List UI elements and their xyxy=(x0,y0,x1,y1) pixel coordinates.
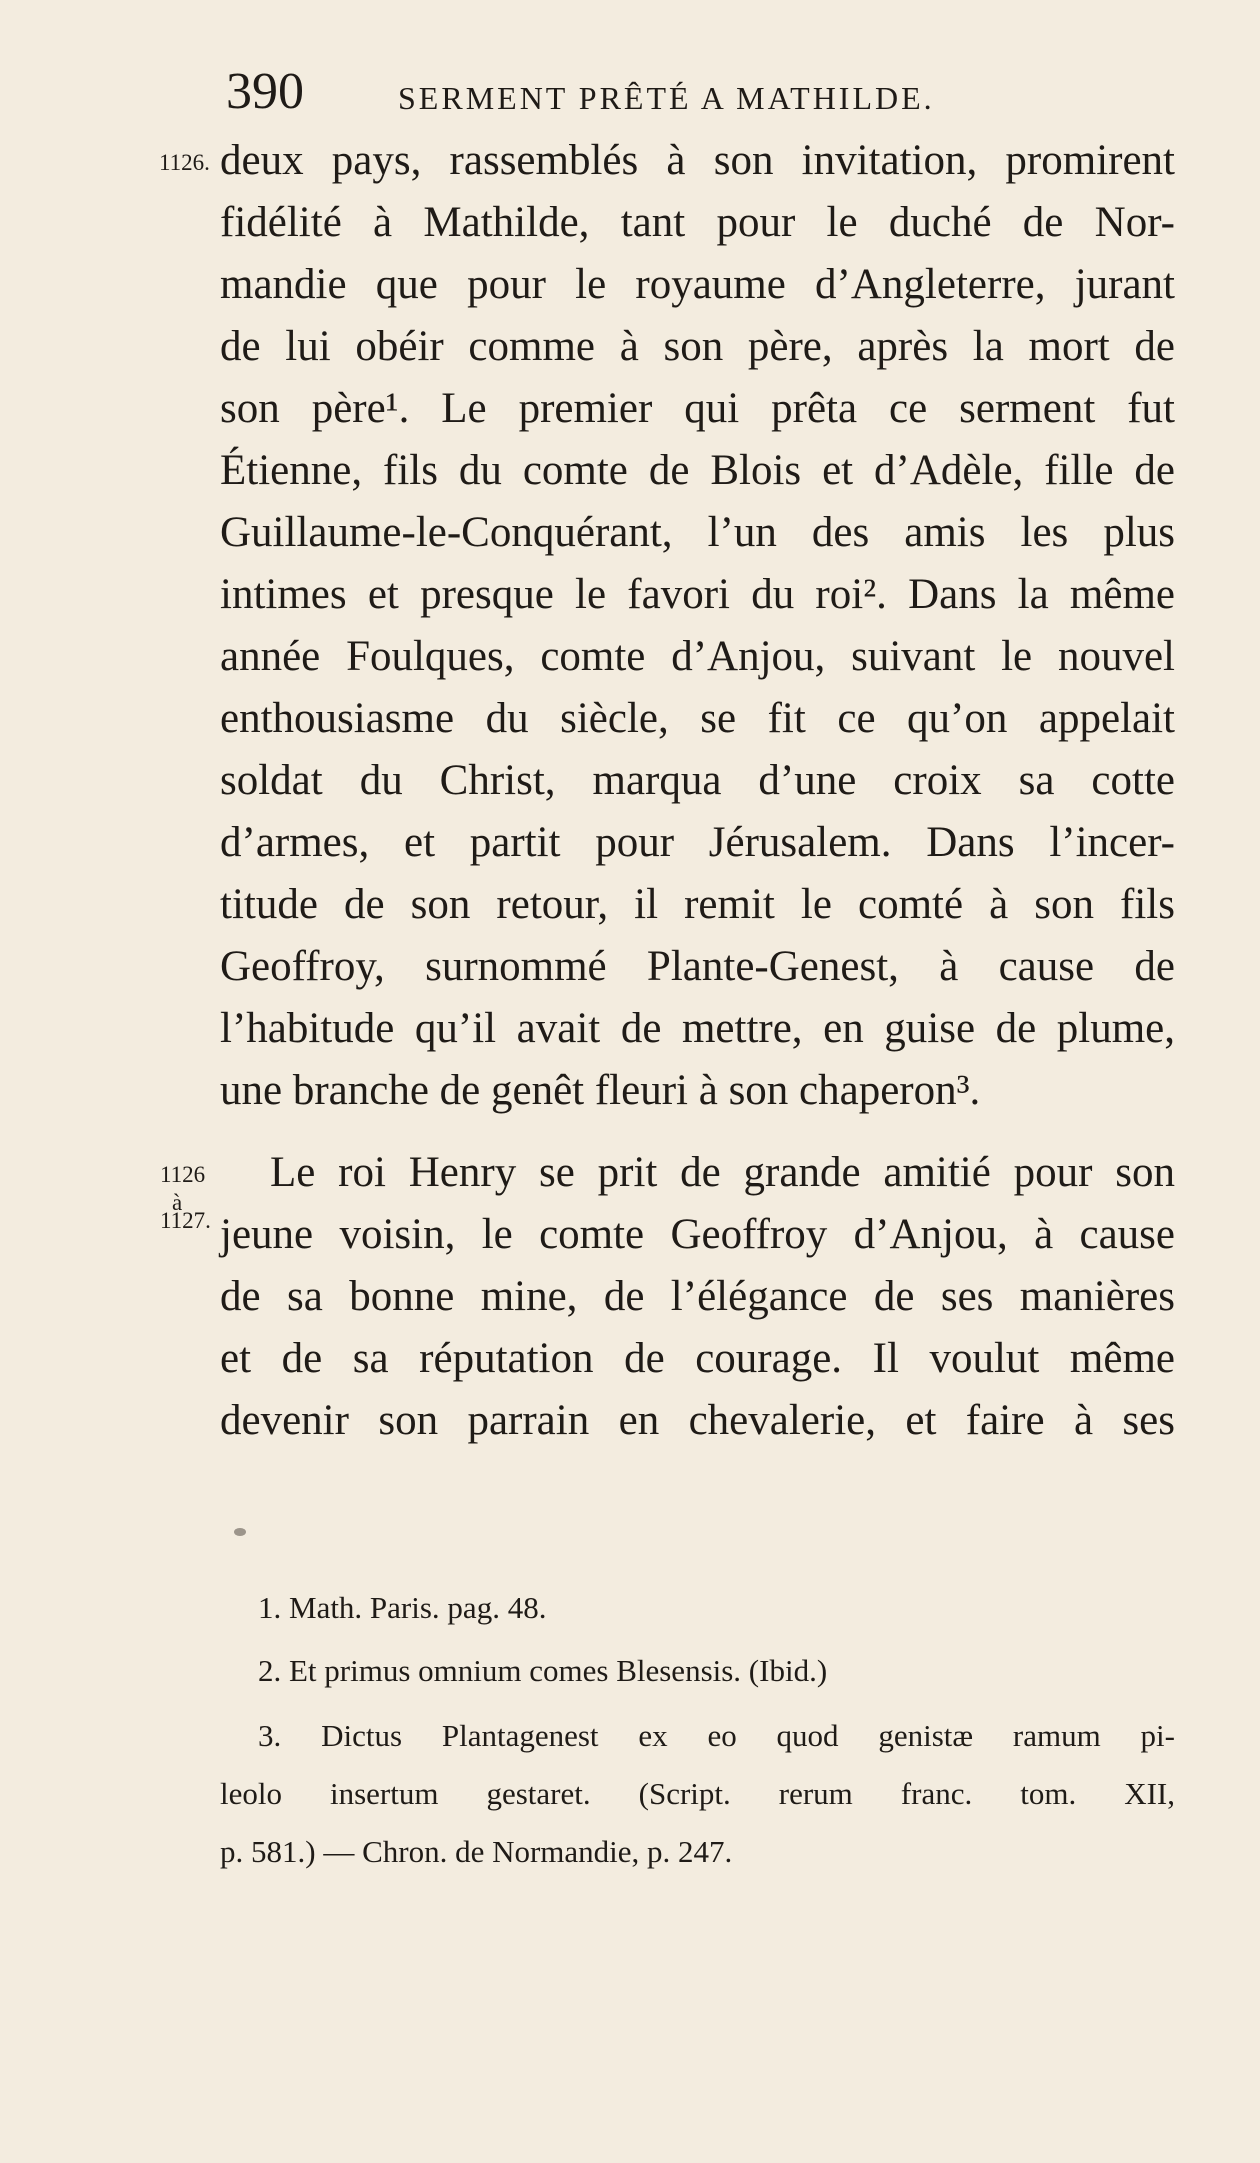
body-line: son père¹. Le premier qui prêta ce serment fut xyxy=(220,385,1175,432)
page-number: 390 xyxy=(226,63,304,120)
body-line: deux pays, rassemblés à son invitation, promirent xyxy=(220,137,1175,184)
body-line: fidélité à Mathilde, tant pour le duché de Nor- xyxy=(220,199,1175,246)
body-line: devenir son parrain en chevalerie, et faire à ses xyxy=(220,1397,1175,1444)
body-line: enthousiasme du siècle, se fit ce qu’on appelait xyxy=(220,695,1175,742)
body-line: de lui obéir comme à son père, après la mort de xyxy=(220,323,1175,370)
margin-date-range-end: 1127. xyxy=(160,1208,211,1233)
body-line: l’habitude qu’il avait de mettre, en guise de plume, xyxy=(220,1005,1175,1052)
body-line: intimes et presque le favori du roi². Dans la même xyxy=(220,571,1175,618)
body-line: d’armes, et partit pour Jérusalem. Dans l’incer- xyxy=(220,819,1175,866)
margin-date-range-start: 1126 xyxy=(160,1162,206,1187)
body-line: jeune voisin, le comte Geoffroy d’Anjou, à cause xyxy=(220,1211,1175,1258)
body-line: Le roi Henry se prit de grande amitié pour son xyxy=(270,1149,1175,1196)
body-line: soldat du Christ, marqua d’une croix sa cotte xyxy=(220,757,1175,804)
body-line: année Foulques, comte d’Anjou, suivant le nouvel xyxy=(220,633,1175,680)
margin-date-range-sep: à xyxy=(172,1190,183,1215)
body-line: mandie que pour le royaume d’Angleterre, jurant xyxy=(220,261,1175,308)
footnote-3: 3. Dictus Plantagenest ex eo quod genistæ ramum pi- xyxy=(258,1718,1175,1753)
footnote-3-cont: leolo insertum gestaret. (Script. rerum franc. tom. XII, xyxy=(220,1776,1175,1811)
body-line: Guillaume-le-Conquérant, l’un des amis les plus xyxy=(220,509,1175,556)
body-line: Geoffroy, surnommé Plante-Genest, à cause de xyxy=(220,943,1175,990)
footnote-3-end: p. 581.) — Chron. de Normandie, p. 247. xyxy=(220,1834,733,1869)
body-line: et de sa réputation de courage. Il voulut même xyxy=(220,1335,1175,1382)
footnote-1: 1. Math. Paris. pag. 48. xyxy=(258,1590,547,1625)
body-line: de sa bonne mine, de l’élégance de ses manières xyxy=(220,1273,1175,1320)
running-head: SERMENT PRÊTÉ A MATHILDE. xyxy=(398,80,935,116)
margin-date-1126: 1126. xyxy=(159,150,210,175)
body-line: titude de son retour, il remit le comté à son fils xyxy=(220,881,1175,928)
footnote-2: 2. Et primus omnium comes Blesensis. (Ibid.) xyxy=(258,1653,828,1688)
footnote-separator xyxy=(234,1528,246,1536)
body-line: une branche de genêt fleuri à son chaperon³. xyxy=(220,1067,981,1114)
body-line: Étienne, fils du comte de Blois et d’Adèle, fille de xyxy=(220,447,1175,494)
